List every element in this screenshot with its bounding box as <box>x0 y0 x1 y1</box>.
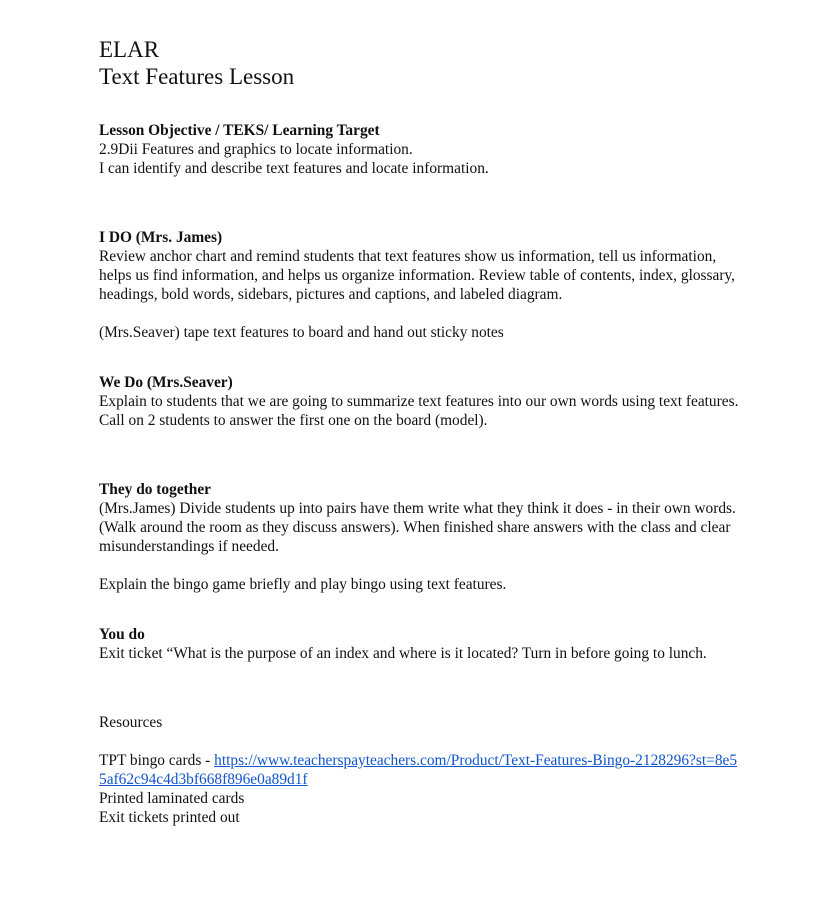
objective-teks: 2.9Dii Features and graphics to locate information. <box>99 141 413 158</box>
we-do-section <box>99 373 739 430</box>
you-do-heading: You do <box>99 626 145 643</box>
resources-section <box>99 713 739 827</box>
they-do-heading: They do together <box>99 481 211 498</box>
we-do-heading: We Do (Mrs.Seaver) <box>99 374 233 391</box>
resource-tpt-label: TPT bingo cards - <box>99 752 215 769</box>
resource-tpt <box>99 751 739 789</box>
they-do-section <box>99 480 739 594</box>
resource-exit-tickets: Exit tickets printed out <box>99 809 240 826</box>
objective-heading: Lesson Objective / TEKS/ Learning Target <box>99 122 380 139</box>
objective-target: I can identify and describe text features and locate information. <box>99 160 489 177</box>
they-do-paragraph: (Mrs.James) Divide students up into pairs have them write what they think it does - in their own words. (Walk around the room as they discuss answers). When finished share answers with the class and clear misunderstandings if needed. <box>99 500 736 555</box>
document-title <box>99 36 739 90</box>
i-do-paragraph: Review anchor chart and remind students that text features show us information, tell us information, helps us find information, and helps us organize information. Review table of contents, index, glossary, headings, bold words, sidebars, pictures and captions, and labeled diagram. <box>99 248 736 303</box>
they-do-bingo-paragraph: Explain the bingo game briefly and play bingo using text features. <box>99 576 507 593</box>
resource-laminated-cards: Printed laminated cards <box>99 790 245 807</box>
i-do-seaver-paragraph: (Mrs.Seaver) tape text features to board and hand out sticky notes <box>99 324 504 341</box>
we-do-paragraph: Explain to students that we are going to summarize text features into our own words using text features. Call on 2 students to answer the first one on the board (model). <box>99 393 739 429</box>
i-do-section <box>99 228 739 342</box>
title-line-lesson: Text Features Lesson <box>99 64 295 89</box>
you-do-paragraph: Exit ticket “What is the purpose of an index and where is it located? Turn in before going to lunch. <box>99 645 707 662</box>
you-do-section <box>99 625 739 663</box>
i-do-heading: I DO (Mrs. James) <box>99 229 223 246</box>
objective-section <box>99 121 739 178</box>
resources-heading: Resources <box>99 714 163 731</box>
document-page <box>99 36 739 827</box>
tpt-bingo-link[interactable]: https://www.teacherspayteachers.com/Product/Text-Features-Bingo-2128296?st=8e55af62c94c4d3bf668f896e0a89d1f <box>99 752 738 788</box>
title-line-subject: ELAR <box>99 37 160 62</box>
